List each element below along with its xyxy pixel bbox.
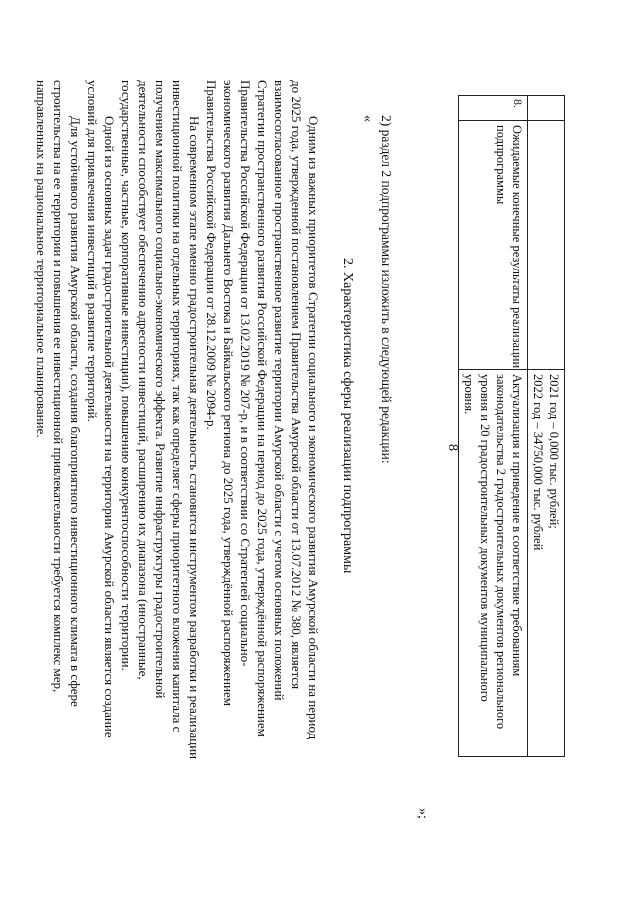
text-line: Правительства Российской Федерации от 13.02.2019 № 207-р, и в соответствии со Стратегией социально- <box>238 80 253 667</box>
text-line: Стратегии пространственного развития Российской Федерации на период до 2025 года, утверждённой распоряжением <box>255 80 270 737</box>
cell-line: уровня. <box>462 374 476 415</box>
cell-line: законодательства 2 градостроительных документов регионального <box>494 374 508 730</box>
text-line: до 2025 года, утвержденной постановлением Правительства Амурской области от 13.07.2012 № 380, является <box>289 80 304 690</box>
cell-line: подпрограммы <box>494 125 508 205</box>
cell-line: 2021 год – 0,000 тыс. рублей; <box>547 374 561 529</box>
text-line: Для устойчивого развития Амурской области, создания благоприятного инвестиционного климата в сфере <box>68 116 83 707</box>
paragraph <box>84 80 118 815</box>
text-line: Одним из важных приоритетов Стратегии социального и экономического развития Амурской области на период <box>306 116 321 740</box>
row-number-cell <box>528 96 564 121</box>
paragraph <box>203 80 322 815</box>
program-table <box>458 95 565 757</box>
table-row <box>527 96 564 756</box>
opening-quote: « <box>360 115 375 122</box>
body-text <box>33 80 322 815</box>
row-label-cell <box>459 121 527 370</box>
text-line: Одной из основных задач градостроительной деятельности на территории Амурской области является создание <box>102 116 117 738</box>
amendment-line: 2) раздел 2 подпрограммы изложить в следующей редакции: <box>379 115 394 464</box>
text-line: государственные, частные, корпоративные инвестиции), повышению конкурентоспособности территории. <box>119 80 134 671</box>
text-line: На современном этапе именно градостроительная деятельность становится инструментом разработки и реализации <box>187 116 202 760</box>
paragraph <box>118 80 203 815</box>
paragraph <box>33 80 84 815</box>
closing-quote: »; <box>415 808 430 819</box>
cell-line: Ожидаемые конечные результаты реализации <box>510 125 524 369</box>
page-number: 8 <box>445 444 460 451</box>
cell-line: 2022 год – 34750,000 тыс. рублей <box>531 374 545 551</box>
text-line: получением максимального социально-экономического эффекта. Развитие инфраструктуры градостроительной <box>153 80 168 699</box>
text-line: взаимосогласованное пространственное развитие территории Амурской области с учетом основных положений <box>272 80 287 701</box>
row-label-cell <box>528 121 564 370</box>
section-title: 2. Характеристика сферы реализации подпрограммы <box>340 258 355 574</box>
row-value-cell <box>459 370 527 756</box>
row-value-cell <box>528 370 564 756</box>
text-line: направленных на рациональное территориальное планирование. <box>34 80 49 438</box>
cell-line: Актуализация и приведение в соответствие требованиям <box>510 374 524 677</box>
text-line: инвестиционной политики на отдельных территориях, так как определяет сферы приоритетного вложения капитала с <box>170 80 185 733</box>
text-line: строительства на ее территории и повышения ее инвестиционной привлекательности требуется комплекс мер, <box>51 80 66 693</box>
text-line: Правительства Российской Федерации от 28.12.2009 № 2094-р. <box>204 80 219 430</box>
text-line: условий для привлечения инвестиций в развитие территорий. <box>85 80 100 422</box>
text-line: экономического развития Дальнего Востока и Байкальского региона до 2025 года, утверждённой распоряжением <box>221 80 236 707</box>
table-row <box>459 96 527 756</box>
row-number-cell: 8. <box>459 96 527 121</box>
text-line: деятельности способствует обеспечению адресности инвестиций, расширению их диапазона (иностранные, <box>136 80 151 680</box>
cell-line: уровня и 20 градостроительных документов муниципального <box>478 374 492 702</box>
